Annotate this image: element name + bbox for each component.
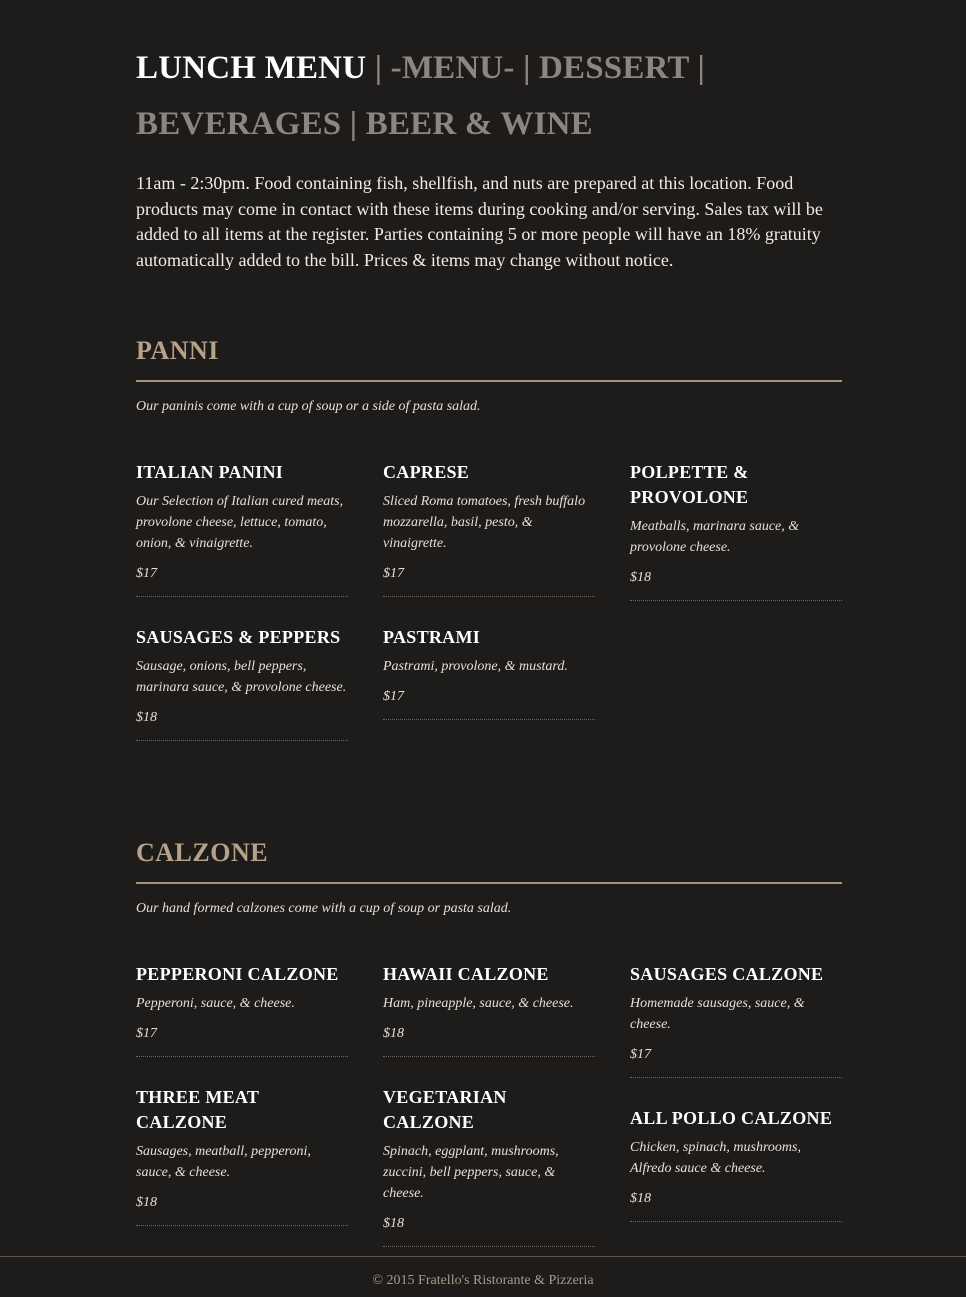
nav-separator: |: [341, 106, 366, 142]
item-name: SAUSAGES & PEPPERS: [136, 627, 341, 647]
menu-column: [136, 962, 348, 1275]
menu-column: [383, 962, 595, 1275]
item-price: $18: [630, 570, 651, 585]
item-name: PASTRAMI: [383, 627, 481, 647]
menu-column: [630, 460, 842, 769]
item-name: THREE MEAT CALZONE: [136, 1087, 259, 1132]
section-title: PANNI: [136, 336, 219, 365]
menu-item: [383, 1085, 595, 1247]
section-note: Our paninis come with a cup of soup or a side of pasta salad.: [136, 399, 481, 414]
item-price: $17: [383, 689, 404, 704]
item-price: $17: [136, 1026, 157, 1041]
menu-column: [630, 962, 842, 1275]
nav-menu-link[interactable]: -MENU-: [390, 50, 515, 86]
item-description: Homemade sausages, sauce, & cheese.: [630, 996, 805, 1032]
nav-separator: |: [366, 50, 391, 86]
panni-section: [136, 336, 842, 769]
section-divider: [136, 882, 842, 884]
item-description: Sausages, meatball, pepperoni, sauce, & cheese.: [136, 1144, 311, 1180]
item-name: HAWAII CALZONE: [383, 964, 549, 984]
menu-item: [383, 962, 595, 1057]
item-price: $17: [383, 566, 404, 581]
item-description: Our Selection of Italian cured meats, provolone cheese, lettuce, tomato, onion, & vinaigrette.: [136, 494, 344, 551]
item-name: ALL POLLO CALZONE: [630, 1108, 833, 1128]
item-price: $18: [136, 710, 157, 725]
section-note: Our hand formed calzones come with a cup of soup or pasta salad.: [136, 901, 512, 916]
item-name: VEGETARIAN CALZONE: [383, 1087, 507, 1132]
item-description: Pepperoni, sauce, & cheese.: [136, 996, 295, 1011]
item-price: $17: [630, 1047, 651, 1062]
menu-item: [630, 460, 842, 601]
item-description: Ham, pineapple, sauce, & cheese.: [383, 996, 574, 1011]
nav-dessert-link[interactable]: DESSERT: [539, 50, 690, 86]
item-name: SAUSAGES CALZONE: [630, 964, 824, 984]
menu-column: [383, 460, 595, 769]
item-name: CAPRESE: [383, 462, 470, 482]
section-title: CALZONE: [136, 838, 269, 867]
menu-item: [136, 625, 348, 741]
item-name: PEPPERONI CALZONE: [136, 964, 339, 984]
item-description: Sausage, onions, bell peppers, marinara sauce, & provolone cheese.: [136, 659, 347, 695]
section-divider: [136, 380, 842, 382]
intro-text: 11am - 2:30pm. Food containing fish, shellfish, and nuts are prepared at this location. Food products may come in contact with these items during cooking and/or serving. Sales tax will be added to all items at the register. Parties containing 5 or more people will have an 18% gratuity automatically added to the bill. Prices & items may change without notice.: [136, 173, 823, 270]
menu-item: [136, 460, 348, 597]
item-price: $18: [630, 1191, 651, 1206]
item-description: Sliced Roma tomatoes, fresh buffalo mozzarella, basil, pesto, & vinaigrette.: [383, 494, 586, 551]
menu-item: [630, 962, 842, 1078]
nav-beverages-link[interactable]: BEVERAGES: [136, 106, 342, 142]
nav-lunch-menu[interactable]: LUNCH MENU: [136, 50, 367, 86]
item-name: POLPETTE & PROVOLONE: [630, 462, 749, 507]
nav-separator: |: [689, 50, 705, 86]
nav-separator: |: [514, 50, 539, 86]
menu-item: [136, 962, 348, 1057]
menu-item: [383, 625, 595, 720]
item-description: Pastrami, provolone, & mustard.: [383, 659, 568, 674]
calzone-section: [136, 838, 842, 1275]
item-description: Meatballs, marinara sauce, & provolone cheese.: [630, 519, 800, 555]
menu-item: [136, 1085, 348, 1226]
menu-item: [630, 1106, 842, 1222]
item-description: Spinach, eggplant, mushrooms, zuccini, bell peppers, sauce, & cheese.: [383, 1144, 559, 1201]
menu-column: [136, 460, 348, 769]
item-name: ITALIAN PANINI: [136, 462, 284, 482]
item-description: Chicken, spinach, mushrooms, Alfredo sauce & cheese.: [630, 1140, 801, 1176]
menu-grid: [136, 962, 842, 1275]
footer-copyright: © 2015 Fratello's Ristorante & Pizzeria: [0, 1256, 966, 1297]
item-price: $18: [136, 1195, 157, 1210]
menu-grid: [136, 460, 842, 769]
item-price: $18: [383, 1026, 404, 1041]
item-price: $18: [383, 1216, 404, 1231]
main-content: [136, 40, 842, 1231]
menu-navigation: [136, 40, 842, 152]
menu-item: [383, 460, 595, 597]
item-price: $17: [136, 566, 157, 581]
nav-beer-wine-link[interactable]: BEER & WINE: [365, 106, 593, 142]
